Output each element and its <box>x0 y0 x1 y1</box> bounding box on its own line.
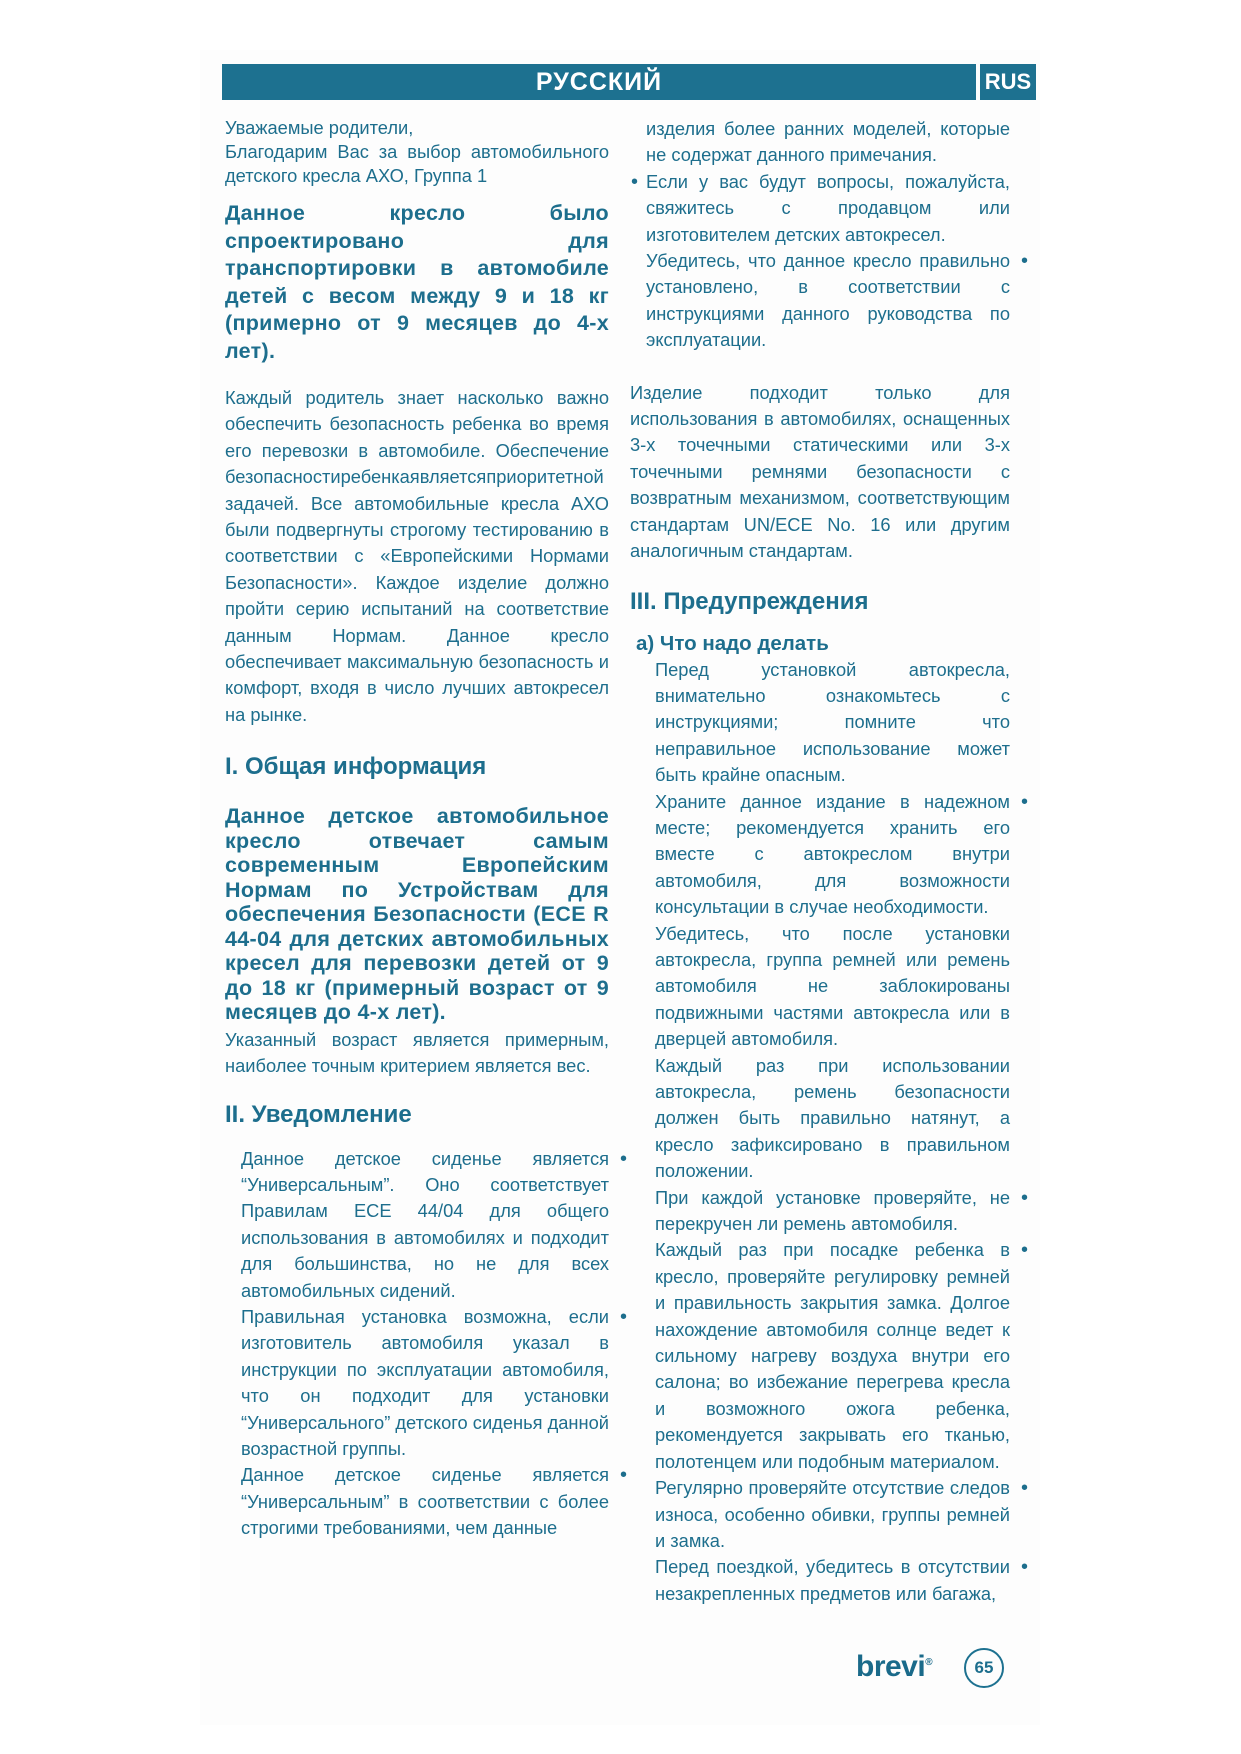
notice-item-installation: Правильная установка возможна, если изготовитель автомобиля указал в инструкции по эксплуатации автомобиля, что он подходит для установки “Универсального” детского сиденья данной возрастной группы. • <box>241 1304 609 1462</box>
page-number-badge: 65 <box>964 1648 1004 1688</box>
warning-check-wear: Регулярно проверяйте отсутствие следов износа, особенно обивки, группы ремней и замка. • <box>655 1475 1010 1554</box>
notice-item-standards: Данное детское сиденье является “Универсальным” в соответствии с более строгими требованиями, чем данные • <box>241 1462 609 1541</box>
intro-lead: Данное кресло было спроектировано для транспортировки в автомобиле детей с весом между 9 и 18 кг (примерно от 9 месяцев до 4-х лет). <box>225 201 609 363</box>
subsection-what-to-do: a) Что надо делать <box>636 631 829 655</box>
right-column <box>630 116 1010 1607</box>
greeting-thanks: Благодарим Вас за выбор автомобильного детского кресла АХО, Группа 1 <box>225 141 609 186</box>
warning-loose-objects: Перед поездкой, убедитесь в отсутствии незакрепленных предметов или багажа, • <box>655 1554 1010 1607</box>
age-note: Указанный возраст является примерным, наиболее точным критерием является вес. <box>225 1028 609 1077</box>
warning-keep-manual: Храните данное издание в надежном месте; рекомендуется хранить его вместе с автокреслом внутри автомобиля, для возможности консультации в случае необходимости. • <box>655 789 1010 921</box>
notice-item-check-install: Убедитесь, что данное кресло правильно установлено, в соответствии с инструкциями данного руководства по эксплуатации. • <box>646 248 1010 354</box>
left-column <box>225 116 609 1542</box>
language-header: РУССКИЙ <box>222 64 976 100</box>
language-code-tag: RUS <box>980 64 1036 100</box>
intro-paragraph: Каждый родитель знает насколько важно обеспечить безопасность ребенка во время его перевозки в автомобиле. Обеспечение безопасностиребенкаявляетсяприоритетной задачей. Все автомобильные кресла АХО были подвергнуты строгому тестированию в соответствии с «Европейскими Нормами Безопасности». Каждое изделие должно пройти серию испытаний на соответствие данным Нормам. Данное кресло обеспечивает максимальную безопасность и комфорт, входя в число лучших автокресел на рынке. <box>225 387 609 725</box>
notice-item-universal: Данное детское сиденье является “Универсальным”. Оно соответствует Правилам ECE 44/04 для общего использования в автомобилях и подходит для большинства, но не для всех автомобильных сидений. • <box>241 1146 609 1304</box>
general-info-lead: Данное детское автомобильное кресло отвечает самым современным Европейским Нормам по Устройствам для обеспечения Безопасности (ECE R 44-04 для детских автомобильных кресел для перевозки детей от 9 до 18 кг (примерный возраст от 9 месяцев до 4-х лет). <box>225 804 609 1025</box>
warning-check-harness: Каждый раз при посадке ребенка в кресло, проверяйте регулировку ремней и правильность закрытия замка. Долгое нахождение автомобиля солнце ведет к сильному нагреву воздуха внутри его салона; во избежание перегрева кресла и возможного ожога ребенка, рекомендуется закрывать его тканью, полотенцем или подобным материалом. • <box>655 1237 1010 1475</box>
section-notice-title: II. Уведомление <box>225 1100 412 1128</box>
warning-belt-tension: Каждый раз при использовании автокресла, ремень безопасности должен быть правильно натянут, а кресло зафиксировано в правильном положении. <box>655 1054 1010 1182</box>
notice-item-questions: • Если у вас будут вопросы, пожалуйста, свяжитесь с продавцом или изготовителем детских автокресел. <box>646 169 1010 248</box>
warning-belt-twisted: При каждой установке проверяйте, не перекручен ли ремень автомобиля. • <box>655 1185 1010 1238</box>
warning-belts-not-blocked: Убедитесь, что после установки автокресла, группа ремней или ремень автомобиля не заблокированы подвижными частями автокресла или в дверцей автомобиля. <box>655 922 1010 1050</box>
section-warnings-title: III. Предупреждения <box>630 587 869 615</box>
brand-logo: brevi® <box>856 1650 933 1683</box>
notice-continuation: изделия более ранних моделей, которые не содержат данного примечания. <box>646 118 1010 166</box>
greeting-line: Уважаемые родители, <box>225 117 414 138</box>
warning-read-instructions: Перед установкой автокресла, внимательно ознакомьтесь с инструкциями; помните что неправильное использование может быть крайне опасным. <box>655 658 1010 786</box>
section-general-info-title: I. Общая информация <box>225 753 487 781</box>
vehicle-compatibility-paragraph: Изделие подходит только для использования в автомобилях, оснащенных 3-х точечными статическими или 3-х точечными ремнями безопасности с возвратным механизмом, соответствующим стандартам UN/ECE No. 16 или другим аналогичным стандартам. <box>630 381 1010 562</box>
